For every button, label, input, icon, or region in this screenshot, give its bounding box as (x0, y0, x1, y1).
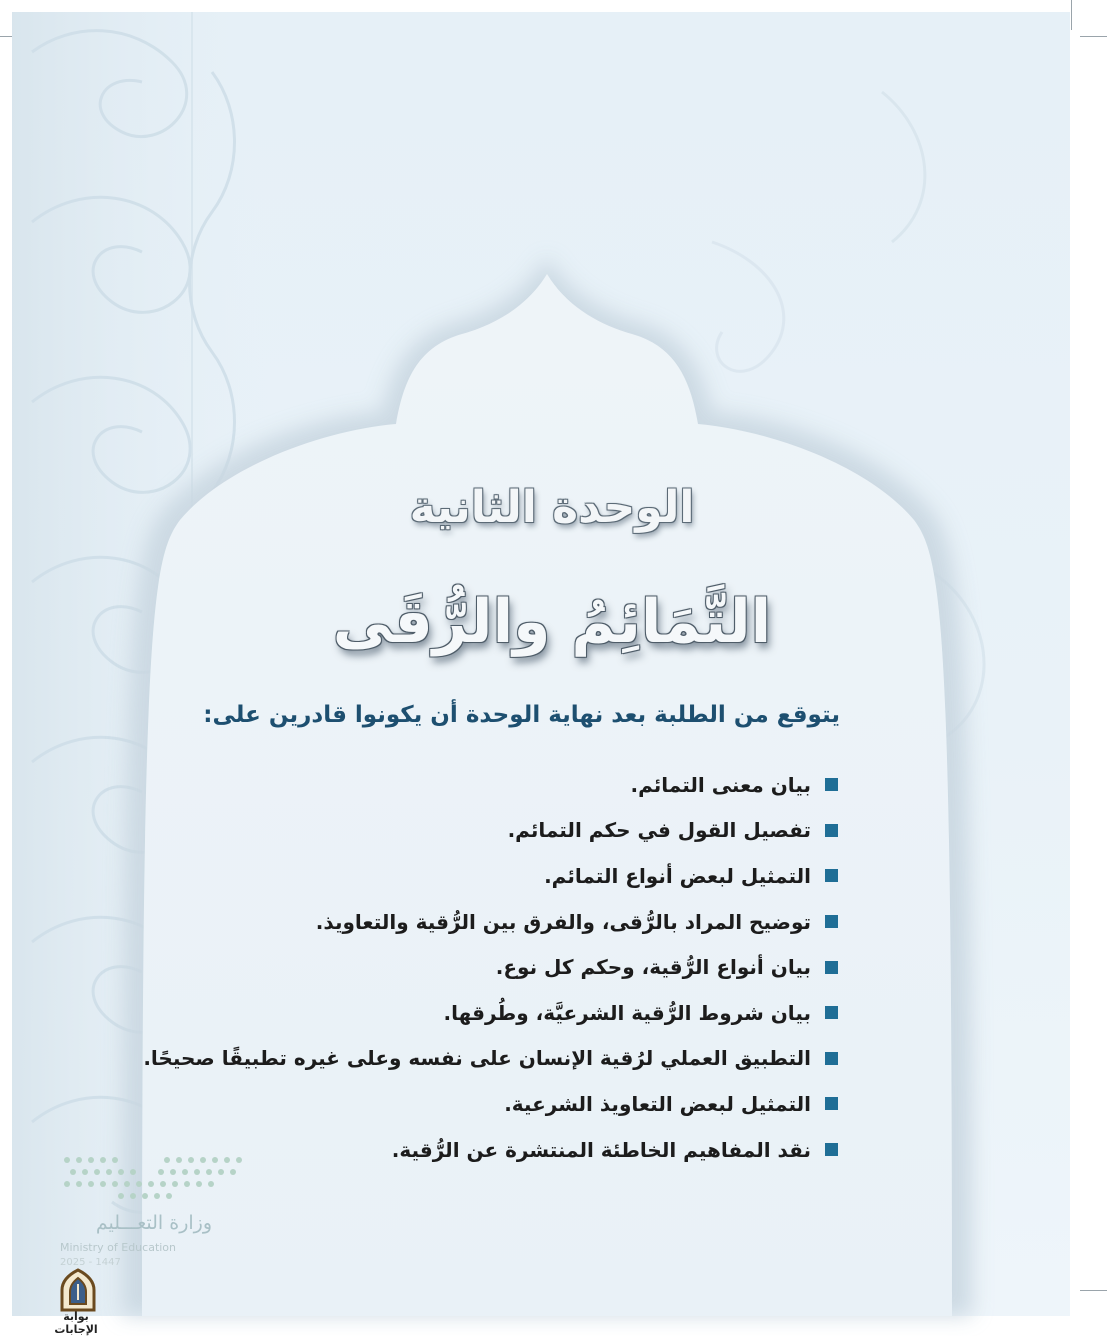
crop-mark (0, 36, 12, 37)
objective-text: نقد المفاهيم الخاطئة المنتشرة عن الرُّقية. (391, 1137, 811, 1162)
objective-item (78, 762, 838, 808)
square-bullet-icon (825, 1143, 838, 1156)
ministry-year: 2025 - 1447 (60, 1257, 121, 1268)
objective-text: التطبيق العملي لرُقية الإنسان على نفسه وعلى غيره تطبيقًا صحيحًا. (143, 1046, 811, 1071)
crop-mark (1071, 0, 1072, 30)
square-bullet-icon (825, 1006, 838, 1019)
objective-text: التمثيل لبعض التعاويذ الشرعية. (504, 1091, 811, 1116)
unit-title: التَّمَائِمُ والرُّقَى (332, 587, 772, 657)
portal-name: بوابة الإجابات (54, 1310, 98, 1336)
ministry-logo-dots-icon (57, 1152, 247, 1212)
crop-mark (1080, 1290, 1107, 1291)
objective-item (78, 944, 838, 990)
objective-item (78, 899, 838, 945)
portal-lantern-icon (56, 1268, 100, 1312)
objective-text: التمثيل لبعض أنواع التمائم. (544, 863, 811, 888)
ministry-name-english: Ministry of Education (60, 1241, 177, 1254)
objective-text: توضيح المراد بالرُّقى، والفرق بين الرُّقية والتعاويذ. (315, 909, 811, 934)
square-bullet-icon (825, 869, 838, 882)
objective-text: بيان معنى التمائم. (630, 772, 811, 797)
crop-mark (1080, 36, 1107, 37)
square-bullet-icon (825, 778, 838, 791)
square-bullet-icon (825, 915, 838, 928)
objective-item (78, 1081, 838, 1127)
objectives-list (78, 762, 838, 1172)
objective-text: بيان شروط الرُّقية الشرعيَّة، وطُرقها. (443, 1000, 811, 1025)
square-bullet-icon (825, 961, 838, 974)
square-bullet-icon (825, 1097, 838, 1110)
objective-item (78, 1036, 838, 1082)
square-bullet-icon (825, 1052, 838, 1065)
objective-item (78, 808, 838, 854)
objective-item (78, 990, 838, 1036)
ministry-name-arabic: وزارة التعـــليم (95, 1212, 212, 1234)
objective-text: بيان أنواع الرُّقية، وحكم كل نوع. (495, 955, 811, 980)
objectives-intro: يتوقع من الطلبة بعد نهاية الوحدة أن يكونوا قادرين على: (203, 702, 840, 728)
objective-item (78, 853, 838, 899)
square-bullet-icon (825, 824, 838, 837)
unit-number-label: الوحدة الثانية (409, 482, 695, 533)
objective-text: تفصيل القول في حكم التمائم. (507, 818, 811, 843)
unit-cover-page (12, 12, 1070, 1336)
